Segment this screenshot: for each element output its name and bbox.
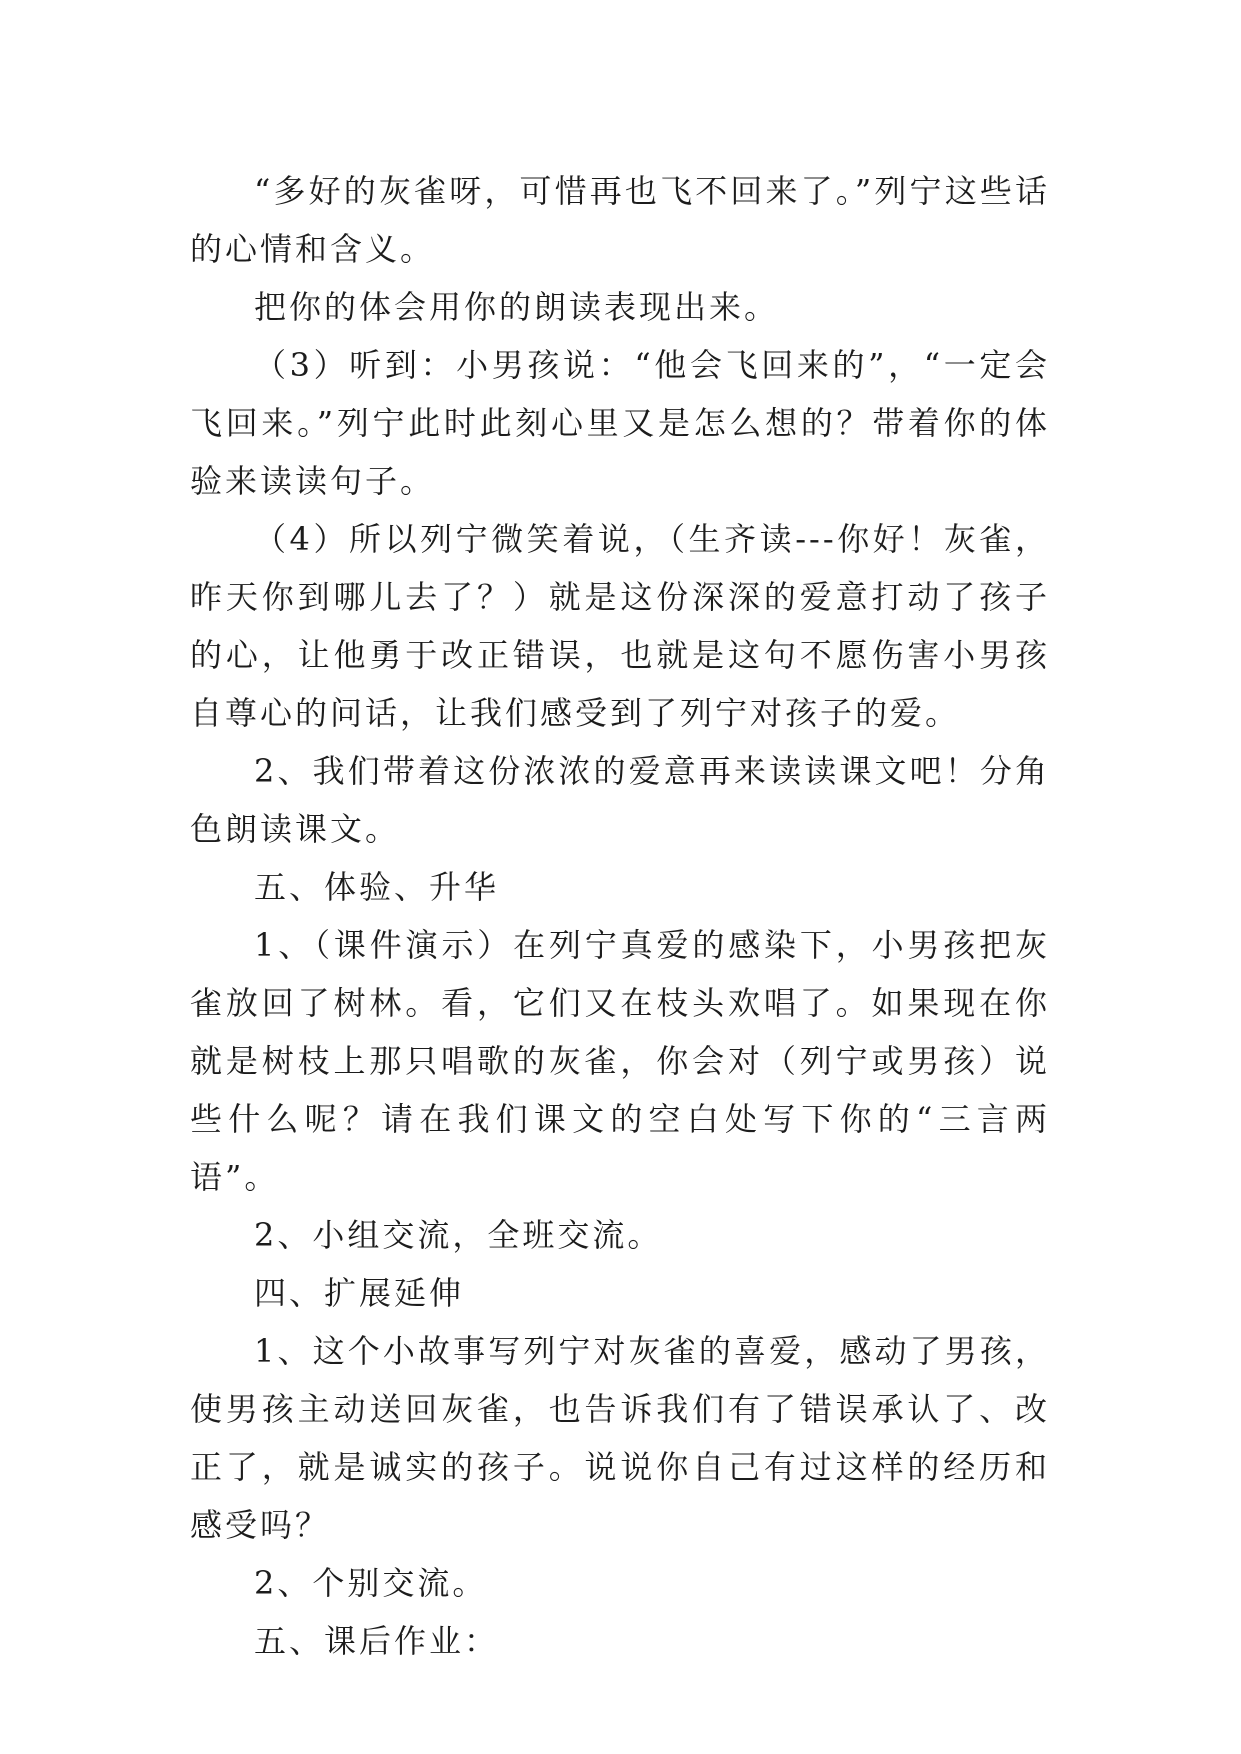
document-body [190,162,1050,1670]
section-heading-homework: 五、课后作业： [254,1622,500,1660]
paragraph-item-4: （4）所以列宁微笑着说，（生齐读---你好！灰雀，昨天你到哪儿去了？）就是这份深深的爱意打动了孩子的心，让他勇于改正错误，也就是这句不愿伤害小男孩自尊心的问话，让我们感受到了列宁对孩子的爱。 [190,520,1050,732]
section-heading-experience: 五、体验、升华 [254,868,500,906]
paragraph-read-aloud: 把你的体会用你的朗读表现出来。 [254,288,780,326]
paragraph-group-discussion: 2、小组交流，全班交流。 [254,1216,663,1254]
section-heading-extension: 四、扩展延伸 [254,1274,465,1312]
paragraph-story-summary: 1、这个小故事写列宁对灰雀的喜爱，感动了男孩，使男孩主动送回灰雀，也告诉我们有了错误承认了、改正了，就是诚实的孩子。说说你自己有过这样的经历和感受吗？ [190,1332,1050,1544]
paragraph-courseware-demo: 1、（课件演示）在列宁真爱的感染下，小男孩把灰雀放回了树林。看，它们又在枝头欢唱了。如果现在你就是树枝上那只唱歌的灰雀，你会对（列宁或男孩）说些什么呢？请在我们课文的空白处写下你的“三言两语”。 [190,926,1050,1196]
paragraph-individual-discussion: 2、个别交流。 [254,1564,488,1602]
paragraph-item-3: （3）听到：小男孩说：“他会飞回来的”，“一定会飞回来。”列宁此时此刻心里又是怎么想的？带着你的体验来读读句子。 [190,346,1050,500]
paragraph-role-reading: 2、我们带着这份浓浓的爱意再来读读课文吧！分角色朗读课文。 [190,752,1050,848]
paragraph-lenin-quote: “多好的灰雀呀，可惜再也飞不回来了。”列宁这些话的心情和含义。 [190,172,1050,268]
